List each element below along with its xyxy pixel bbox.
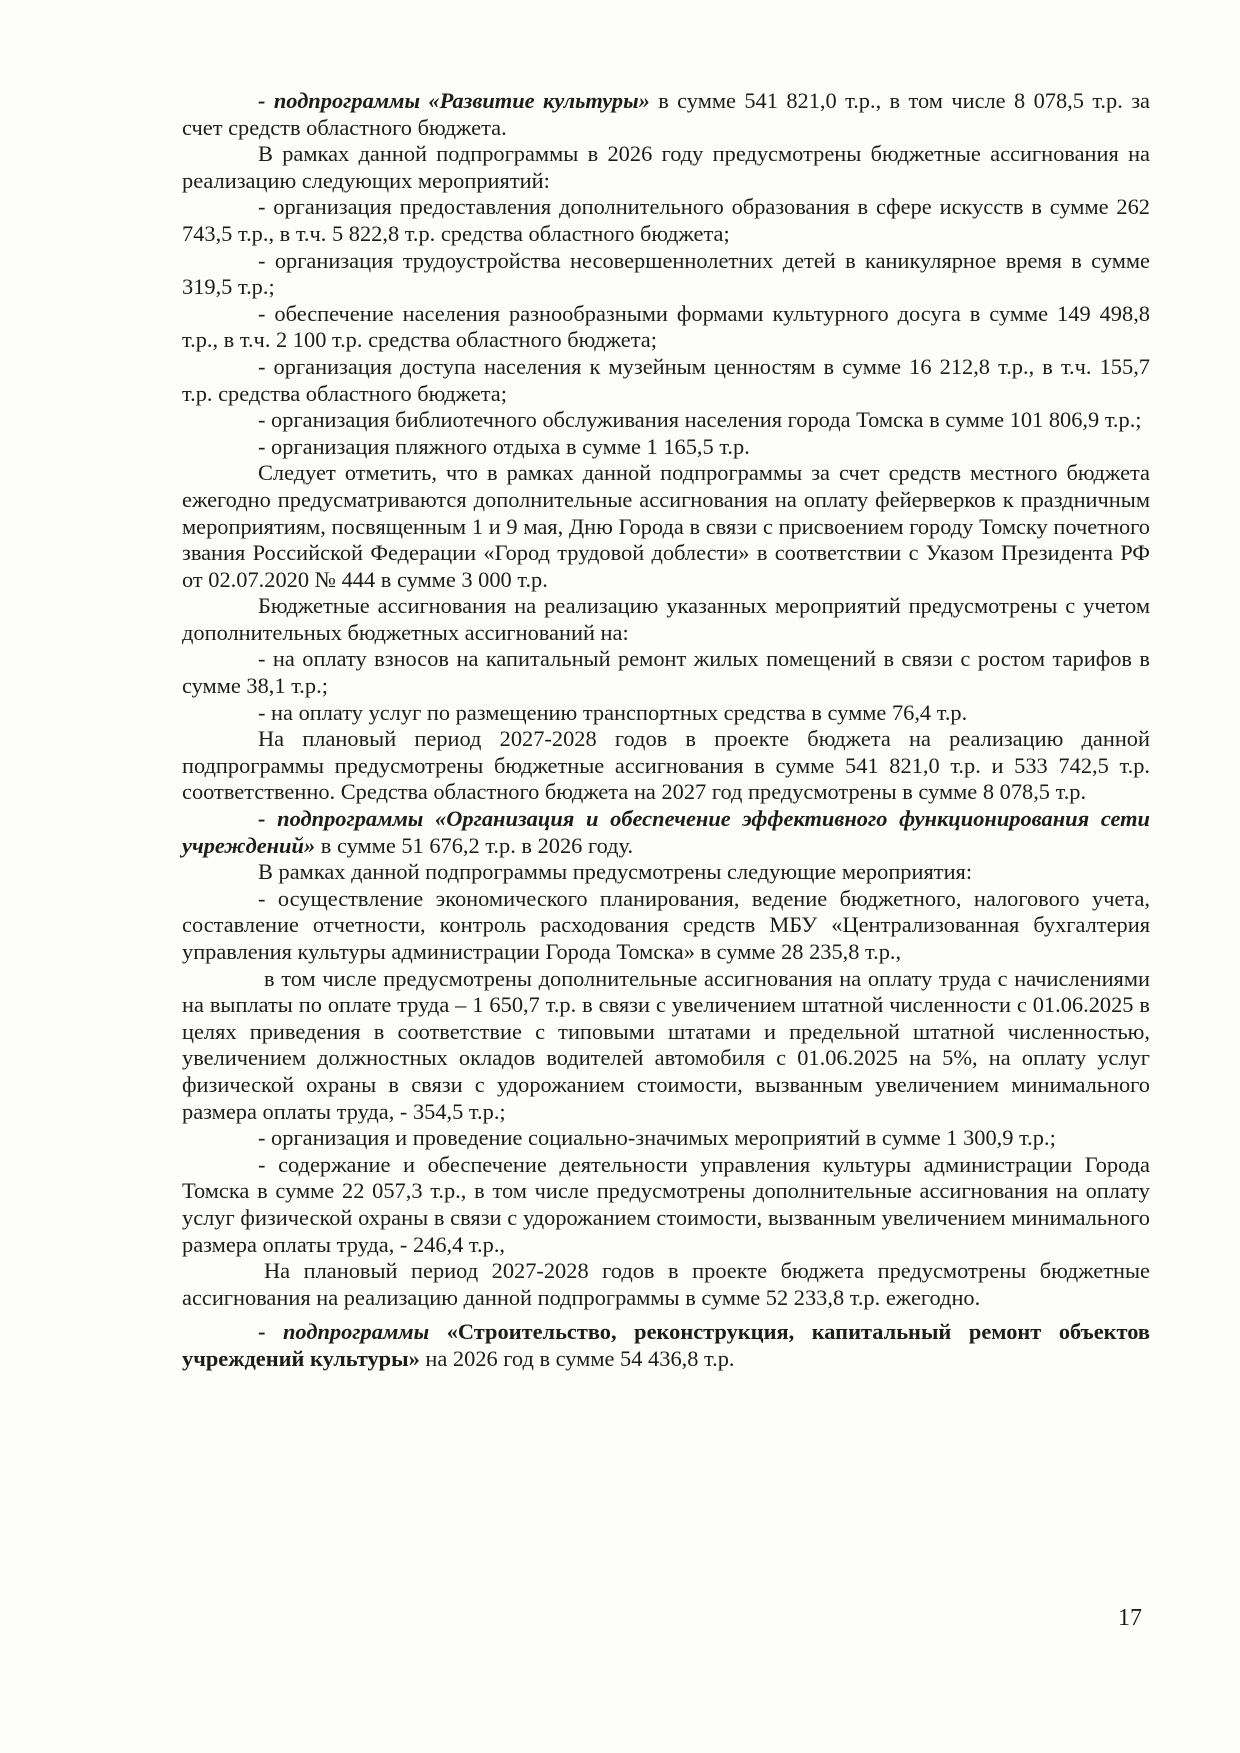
paragraph: Бюджетные ассигнования на реализацию указанных мероприятий предусмотрены с учетом дополнительных бюджетных ассигнований на:	[182, 593, 1150, 645]
list-item: - содержание и обеспечение деятельности управления культуры администрации Города Томска в сумме 22 057,3 т.р., в том числе предусмотрены дополнительные ассигнования на оплату услуг физической охраны в связи с удорожанием стоимости, вызванным увеличением минимального размера оплаты труда, - 246,4 т.р.,	[182, 1151, 1150, 1257]
list-item: - организация пляжного отдыха в сумме 1 165,5 т.р.	[258, 433, 750, 459]
list-item: - организация предоставления дополнительного образования в сфере искусств в сумме 262 743,5 т.р., в т.ч. 5 822,8 т.р. средства областного бюджета;	[182, 194, 1150, 246]
list-item: - организация и проведение социально-значимых мероприятий в сумме 1 300,9 т.р.;	[258, 1125, 1056, 1151]
document-body	[182, 88, 1150, 1373]
paragraph: Следует отметить, что в рамках данной подпрограммы за счет средств местного бюджета ежегодно предусматриваются дополнительные ассигнования на оплату фейерверков к праздничным мероприятиям, посвященным 1 и 9 мая, Дню Города в связи с присвоением городу Томску почетного звания Российской Федерации «Город трудовой доблести» в соответствии с Указом Президента РФ от 02.07.2020 № 444 в сумме 3 000 т.р.	[182, 460, 1150, 592]
paragraph: На плановый период 2027-2028 годов в проекте бюджета на реализацию данной подпрограммы предусмотрены бюджетные ассигнования в сумме 541 821,0 т.р. и 533 742,5 т.р. соответственно. Средства областного бюджета на 2027 год предусмотрены в сумме 8 078,5 т.р.	[182, 726, 1150, 805]
list-item: - обеспечение населения разнообразными формами культурного досуга в сумме 149 498,8 т.р., в т.ч. 2 100 т.р. средства областного бюджета;	[182, 300, 1150, 353]
paragraph: В рамках данной подпрограммы предусмотрены следующие мероприятия:	[258, 859, 973, 885]
paragraph: На плановый период 2027-2028 годов в проекте бюджета предусмотрены бюджетные ассигнования на реализацию данной подпрограммы в сумме 52 233,8 т.р. ежегодно.	[182, 1258, 1150, 1310]
list-item: - организация трудоустройства несовершеннолетних детей в каникулярное время в сумме 319,5 т.р.;	[182, 247, 1150, 300]
list-item: - организация библиотечного обслуживания населения города Томска в сумме 101 806,9 т.р.;	[258, 407, 1142, 433]
list-item: - на оплату взносов на капитальный ремонт жилых помещений в связи с ростом тарифов в сумме 38,1 т.р.;	[182, 646, 1150, 699]
paragraph: - подпрограммы «Развитие культуры» в сумме 541 821,0 т.р., в том числе 8 078,5 т.р. за счет средств областного бюджета.	[182, 88, 1150, 140]
subprogram-title: подпрограммы	[282, 1319, 430, 1345]
paragraph: - подпрограммы «Строительство, реконструкция, капитальный ремонт объектов учреждений культуры» на 2026 год в сумме 54 436,8 т.р.	[182, 1319, 1150, 1371]
subprogram-title: - подпрограммы «Организация и обеспечение эффективного функционирования сети учреждений»	[182, 806, 1150, 858]
page-number: 17	[1118, 1605, 1142, 1631]
paragraph: в том числе предусмотрены дополнительные ассигнования на оплату труда с начислениями на выплаты по оплате труда – 1 650,7 т.р. в связи с увеличением штатной численности с 01.06.2025 в целях приведения в соответствие с типовыми штатами и предельной штатной численностью, увеличением должностных окладов водителей автомобиля с 01.06.2025 на 5%, на оплату услуг физической охраны в связи с удорожанием стоимости, вызванным увеличением минимального размера оплаты труда, - 354,5 т.р.;	[182, 965, 1150, 1124]
paragraph: - подпрограммы «Организация и обеспечение эффективного функционирования сети учреждений» в сумме 51 676,2 т.р. в 2026 году.	[182, 806, 1150, 858]
list-item: - на оплату услуг по размещению транспортных средства в сумме 76,4 т.р.	[258, 699, 968, 725]
subprogram-title: - подпрограммы «Развитие культуры»	[258, 88, 650, 113]
list-item: - осуществление экономического планирования, ведение бюджетного, налогового учета, составление отчетности, контроль расходования средств МБУ «Централизованная бухгалтерия управления культуры администрации Города Томска» в сумме 28 235,8 т.р.,	[182, 885, 1150, 964]
list-item: - организация доступа населения к музейным ценностям в сумме 16 212,8 т.р., в т.ч. 155,7 т.р. средства областного бюджета;	[182, 353, 1150, 406]
paragraph: В рамках данной подпрограммы в 2026 году предусмотрены бюджетные ассигнования на реализацию следующих мероприятий:	[182, 141, 1150, 193]
